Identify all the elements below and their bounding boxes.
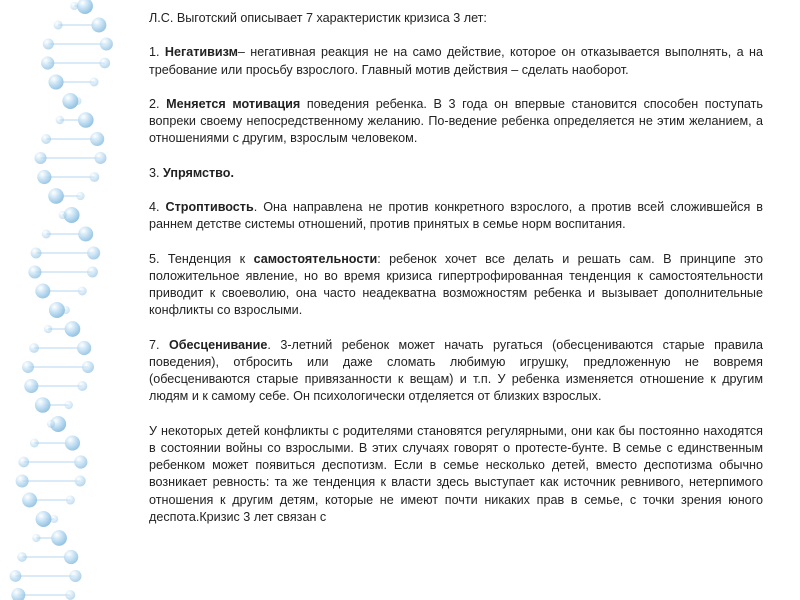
slide-text <box>149 10 763 543</box>
dna-bead <box>28 265 41 278</box>
item-number: 7. <box>149 337 169 352</box>
item-description: поведения ребенка. В 3 года он впервые становится способен поступать вопреки своему непосредственному желанию. По-ведение ребенка определяется не этим желанием, а отношениями с другим, взрослым человеком. <box>149 96 763 146</box>
list-item <box>149 165 763 182</box>
dna-bead <box>16 474 29 487</box>
dna-bead <box>48 74 63 89</box>
dna-bead <box>36 511 52 527</box>
item-term: Негативизм <box>164 45 238 60</box>
dna-bead <box>91 18 106 33</box>
item-description: : ребенок хочет все делать и решать сам. В принципе это положительное явление, но во время кризиса гипертрофированная тенденция к самостоятельности приводит к своеволию, она часто неадекватна возможностям ребенка и вызывает дополнительные конфликты со взрослыми. <box>149 251 763 318</box>
list-item <box>149 251 763 320</box>
dna-bead <box>76 192 84 200</box>
item-number: 5. Тенденция к <box>149 251 254 266</box>
dna-bead <box>49 302 65 318</box>
dna-bead <box>90 172 100 182</box>
dna-bead <box>65 321 81 337</box>
item-description: . Она направлена не против конкретного взрослого, а против всей сложившейся в раннем детстве системы отношений, против принятых в семье норм воспитания. <box>149 200 764 232</box>
dna-bead <box>87 246 100 259</box>
dna-bead <box>65 590 75 600</box>
dna-bead <box>56 116 64 124</box>
dna-bead <box>100 37 113 50</box>
item-description: – негативная реакция не на само действие, которое он отказывается выполнять, а на требование или просьбу взрослого. Главный мотив действия – сделать наоборот. <box>149 45 763 77</box>
dna-helix-icon <box>0 0 140 600</box>
list-item <box>149 44 763 78</box>
dna-bead <box>11 588 25 600</box>
item-term: Упрямство. <box>163 165 234 180</box>
dna-bead <box>17 552 27 562</box>
dna-bead <box>65 435 80 450</box>
dna-bead <box>78 226 93 241</box>
dna-bead <box>64 550 78 564</box>
dna-bead <box>31 248 42 259</box>
dna-bead <box>48 188 64 204</box>
dna-bead <box>77 0 93 14</box>
dna-bead <box>77 341 91 355</box>
dna-bead <box>82 361 94 373</box>
dna-bead <box>47 420 55 428</box>
item-term: Строптивость <box>165 200 254 215</box>
intro-paragraph: Л.С. Выготский описывает 7 характеристик кризиса 3 лет: <box>149 11 487 25</box>
item-description: . 3-летний ребенок может начать ругаться (обесцениваются старые правила поведения), отбросить или даже сломать любимую игрушку, предложенную не вовремя (обесцениваются старые привязанности к вещам) и т.п. У ребенка изменяется отношение к другим людям и к самому себе. Он психологически отделяется от близких взрослых. <box>149 337 763 404</box>
dna-bead <box>43 39 54 50</box>
item-number: 3. <box>149 165 164 180</box>
dna-bead <box>30 439 39 448</box>
dna-bead <box>54 20 63 29</box>
dna-bead <box>18 457 29 468</box>
item-term: самостоятельности <box>253 251 378 266</box>
list-item <box>149 96 763 148</box>
dna-bead <box>62 93 78 109</box>
dna-bead <box>65 401 73 409</box>
item-term: Обесценивание <box>168 337 268 352</box>
dna-bead <box>51 530 67 546</box>
dna-bead <box>44 325 52 333</box>
item-number: 1. <box>149 45 165 60</box>
dna-bead <box>59 211 67 219</box>
dna-bead <box>99 58 110 69</box>
list-item <box>149 337 763 406</box>
dna-bead <box>41 56 54 69</box>
dna-bead <box>78 112 94 128</box>
closing-paragraph: У некоторых детей конфликты с родителями становятся регулярными, они как бы постоянно находятся в состоянии войны со взрослыми. В этих случаях говорят о протесте-бунте. В семье с единственным ребенком может появиться деспотизм. Если в семье несколько детей, вместо деспотизма обычно возникает ревность: та же тенденция к власти здесь выступает как источник ревнивого, нетерпимого отношения к другим детям, которые не имеют почти никаких прав в семье, с точки зрения юного деспота.Кризис 3 лет связан с <box>149 423 763 524</box>
dna-bead <box>90 132 104 146</box>
dna-bead <box>78 287 87 296</box>
dna-bead <box>70 2 78 10</box>
dna-bead <box>42 230 51 239</box>
list-item <box>149 199 763 233</box>
item-number: 2. <box>149 96 167 111</box>
item-number: 4. <box>149 200 166 215</box>
dna-bead <box>75 476 86 487</box>
dna-bead <box>35 397 51 413</box>
dna-bead <box>77 381 87 391</box>
dna-bead <box>95 152 107 164</box>
dna-bead <box>24 379 38 393</box>
dna-bead <box>74 455 87 468</box>
dna-bead <box>10 570 22 582</box>
dna-bead <box>35 283 50 298</box>
dna-bead <box>29 343 39 353</box>
dna-bead <box>22 361 34 373</box>
dna-bead <box>90 78 99 87</box>
dna-bead <box>69 570 81 582</box>
dna-bead <box>22 493 37 508</box>
dna-bead <box>66 495 75 504</box>
dna-bead <box>41 134 51 144</box>
dna-bead <box>37 170 51 184</box>
dna-bead <box>87 267 98 278</box>
dna-bead <box>32 534 40 542</box>
item-term: Меняется мотивация <box>166 96 301 111</box>
dna-bead <box>34 152 46 164</box>
